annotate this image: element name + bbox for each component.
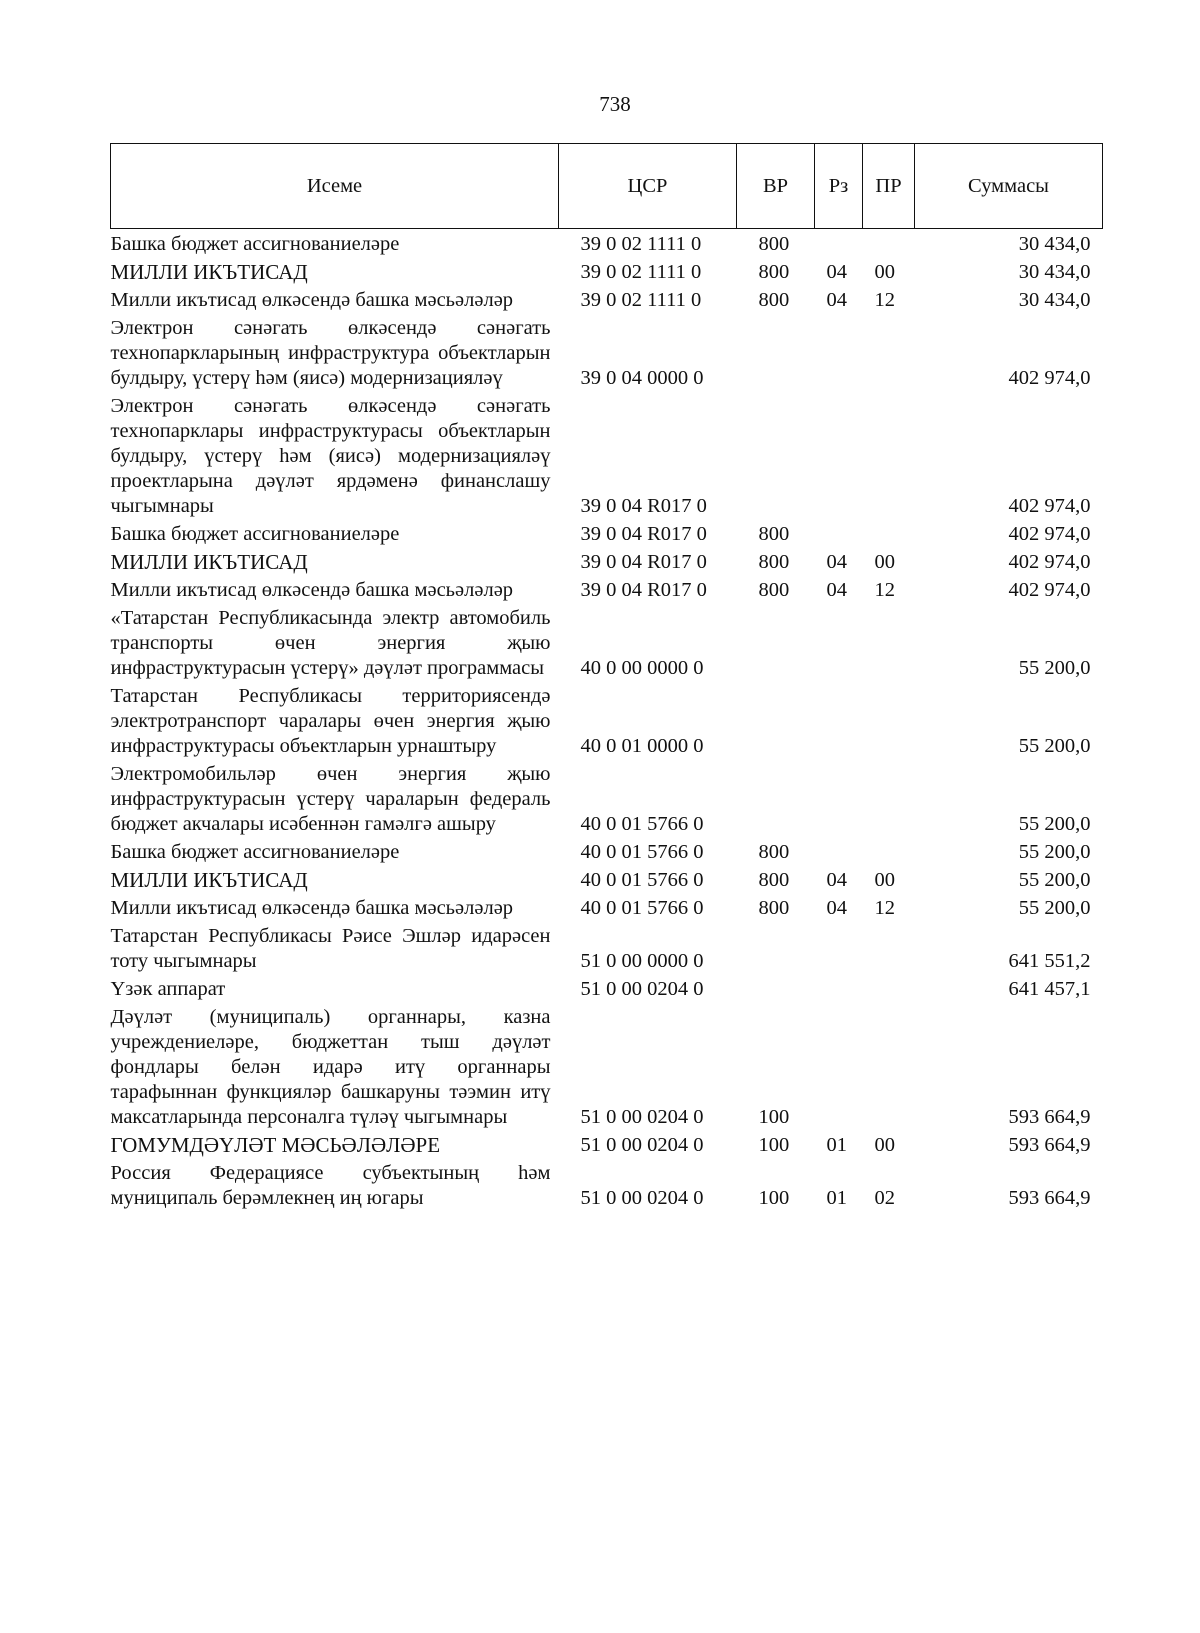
row-rz xyxy=(815,603,863,681)
row-csr: 51 0 00 0204 0 xyxy=(580,1187,704,1209)
row-rz: 04 xyxy=(826,261,847,283)
row-name: ГОМУМДӘҮЛӘТ МӘСЬӘЛӘЛӘРЕ xyxy=(110,1133,441,1157)
row-vr: 800 xyxy=(758,523,790,545)
row-vr xyxy=(737,313,815,391)
row-name: Башка бюджет ассигнованиеләре xyxy=(110,233,400,255)
row-sum: 30 434,0 xyxy=(1018,233,1091,255)
table-row xyxy=(111,1002,1103,1130)
row-csr: 39 0 04 R017 0 xyxy=(580,523,707,545)
table-row xyxy=(111,893,1103,921)
row-csr: 39 0 04 R017 0 xyxy=(580,551,707,573)
row-rz: 04 xyxy=(826,897,847,919)
row-pr: 02 xyxy=(874,1187,895,1209)
row-pr xyxy=(863,313,915,391)
row-vr: 100 xyxy=(758,1106,790,1128)
row-csr: 39 0 04 R017 0 xyxy=(580,495,707,517)
header-vr: ВР xyxy=(737,144,815,229)
row-csr: 40 0 01 5766 0 xyxy=(580,813,704,835)
row-name: Россия Федерациясе субъектының һәм муниципаль берәмлекнең иң югары xyxy=(110,1162,551,1209)
row-rz: 04 xyxy=(826,869,847,891)
row-csr: 51 0 00 0204 0 xyxy=(580,978,704,1000)
table-row xyxy=(111,285,1103,313)
row-sum: 641 457,1 xyxy=(1008,978,1091,1000)
row-name: Башка бюджет ассигнованиеләре xyxy=(110,841,400,863)
row-vr: 800 xyxy=(758,579,790,601)
row-vr: 800 xyxy=(758,289,790,311)
row-name: МИЛЛИ ИКЪТИСАД xyxy=(110,550,308,574)
table-body xyxy=(111,229,1103,1212)
row-pr xyxy=(863,837,915,865)
row-csr: 40 0 01 5766 0 xyxy=(580,897,704,919)
row-rz: 01 xyxy=(826,1187,847,1209)
row-csr: 39 0 02 1111 0 xyxy=(580,261,702,283)
row-csr: 40 0 01 0000 0 xyxy=(580,735,704,757)
table-row xyxy=(111,759,1103,837)
row-csr: 39 0 02 1111 0 xyxy=(580,233,702,255)
row-rz xyxy=(815,391,863,519)
row-vr xyxy=(737,681,815,759)
row-csr: 40 0 01 5766 0 xyxy=(580,869,704,891)
row-vr xyxy=(737,759,815,837)
row-name: Электромобильләр өчен энергия җыю инфраструктурасын үстерү чараларын федераль бюджет акчалары исәбеннән гамәлгә ашыру xyxy=(110,763,551,835)
table-row xyxy=(111,1130,1103,1158)
row-name: Электрон сәнәгать өлкәсендә сәнәгать технопарклары инфраструктурасы объектларын булдыру, үстерү һәм (яисә) модернизацияләү проектларына дәүләт ярдәменә финанслашу чыгымнары xyxy=(110,395,551,517)
row-name: Милли икътисад өлкәсендә башка мәсьәләләр xyxy=(110,289,514,311)
row-sum: 402 974,0 xyxy=(1008,495,1091,517)
row-rz xyxy=(815,837,863,865)
row-rz xyxy=(815,921,863,974)
row-pr: 12 xyxy=(874,897,895,919)
row-sum: 55 200,0 xyxy=(1018,897,1091,919)
header-csr: ЦСР xyxy=(559,144,737,229)
row-vr: 100 xyxy=(758,1187,790,1209)
row-csr: 39 0 04 0000 0 xyxy=(580,367,704,389)
row-pr xyxy=(863,391,915,519)
row-vr: 100 xyxy=(758,1134,790,1156)
row-csr: 40 0 01 5766 0 xyxy=(580,841,704,863)
row-csr: 51 0 00 0204 0 xyxy=(580,1134,704,1156)
row-rz xyxy=(815,519,863,547)
row-pr: 00 xyxy=(874,1134,895,1156)
table-row xyxy=(111,313,1103,391)
row-rz xyxy=(815,229,863,258)
row-pr xyxy=(863,603,915,681)
table-row xyxy=(111,921,1103,974)
row-sum: 55 200,0 xyxy=(1018,841,1091,863)
row-name: Үзәк аппарат xyxy=(110,978,226,1000)
row-vr xyxy=(737,974,815,1002)
row-name: «Татарстан Республикасында электр автомобиль транспорты өчен энергия җыю инфраструктурасын үстерү» дәүләт программасы xyxy=(110,607,551,679)
table-row xyxy=(111,575,1103,603)
row-sum: 30 434,0 xyxy=(1018,261,1091,283)
row-pr xyxy=(863,519,915,547)
row-pr: 00 xyxy=(874,261,895,283)
row-name: Татарстан Республикасы территориясендә электротранспорт чаралары өчен энергия җыю инфраструктурасы объектларын урнаштыру xyxy=(110,685,551,757)
header-name: Исеме xyxy=(111,144,559,229)
row-csr: 40 0 00 0000 0 xyxy=(580,657,704,679)
row-pr xyxy=(863,974,915,1002)
table-row xyxy=(111,391,1103,519)
row-rz: 01 xyxy=(826,1134,847,1156)
row-sum: 402 974,0 xyxy=(1008,367,1091,389)
row-name: Милли икътисад өлкәсендә башка мәсьәләләр xyxy=(110,579,514,601)
header-pr: ПР xyxy=(863,144,915,229)
row-pr xyxy=(863,1002,915,1130)
row-rz: 04 xyxy=(826,289,847,311)
row-pr: 12 xyxy=(874,289,895,311)
row-rz xyxy=(815,1002,863,1130)
row-rz: 04 xyxy=(826,579,847,601)
table-row xyxy=(111,837,1103,865)
table-row xyxy=(111,1158,1103,1211)
row-pr xyxy=(863,759,915,837)
row-sum: 55 200,0 xyxy=(1018,869,1091,891)
row-sum: 593 664,9 xyxy=(1008,1187,1091,1209)
row-sum: 30 434,0 xyxy=(1018,289,1091,311)
row-pr: 00 xyxy=(874,869,895,891)
table-row xyxy=(111,865,1103,893)
row-sum: 402 974,0 xyxy=(1008,523,1091,545)
row-vr: 800 xyxy=(758,897,790,919)
table-row xyxy=(111,257,1103,285)
row-pr xyxy=(863,229,915,258)
row-rz xyxy=(815,759,863,837)
row-sum: 402 974,0 xyxy=(1008,579,1091,601)
row-vr: 800 xyxy=(758,869,790,891)
header-sum: Суммасы xyxy=(915,144,1103,229)
row-rz xyxy=(815,974,863,1002)
row-sum: 641 551,2 xyxy=(1008,950,1091,972)
row-name: Милли икътисад өлкәсендә башка мәсьәләләр xyxy=(110,897,514,919)
row-vr: 800 xyxy=(758,841,790,863)
table-row xyxy=(111,681,1103,759)
header-rz: Рз xyxy=(815,144,863,229)
row-sum: 55 200,0 xyxy=(1018,735,1091,757)
row-csr: 39 0 02 1111 0 xyxy=(580,289,702,311)
row-sum: 55 200,0 xyxy=(1018,813,1091,835)
row-pr xyxy=(863,681,915,759)
table-row xyxy=(111,603,1103,681)
row-name: Башка бюджет ассигнованиеләре xyxy=(110,523,400,545)
row-vr: 800 xyxy=(758,261,790,283)
row-rz xyxy=(815,313,863,391)
row-pr: 00 xyxy=(874,551,895,573)
row-name: Электрон сәнәгать өлкәсендә сәнәгать технопаркларының инфраструктура объектларын булдыру, үстерү һәм (яисә) модернизацияләү xyxy=(110,317,551,389)
table-row xyxy=(111,519,1103,547)
row-csr: 51 0 00 0204 0 xyxy=(580,1106,704,1128)
budget-table xyxy=(110,143,1103,1211)
row-sum: 593 664,9 xyxy=(1008,1106,1091,1128)
row-vr: 800 xyxy=(758,233,790,255)
table-row xyxy=(111,229,1103,258)
table-row xyxy=(111,974,1103,1002)
row-name: МИЛЛИ ИКЪТИСАД xyxy=(110,868,308,892)
row-sum: 55 200,0 xyxy=(1018,657,1091,679)
row-csr: 51 0 00 0000 0 xyxy=(580,950,704,972)
row-sum: 593 664,9 xyxy=(1008,1134,1091,1156)
row-vr: 800 xyxy=(758,551,790,573)
page-number: 738 xyxy=(599,92,631,116)
row-pr xyxy=(863,921,915,974)
row-name: Дәүләт (муниципаль) органнары, казна учреждениеләре, бюджеттан тыш дәүләт фондлары белән идарә итү органнары тарафыннан функцияләр башкаруны тәэмин итү максатларында персоналга түләү чыгымнары xyxy=(110,1006,551,1128)
row-rz: 04 xyxy=(826,551,847,573)
row-csr: 39 0 04 R017 0 xyxy=(580,579,707,601)
row-sum: 402 974,0 xyxy=(1008,551,1091,573)
row-name: МИЛЛИ ИКЪТИСАД xyxy=(110,260,308,284)
row-vr xyxy=(737,921,815,974)
row-rz xyxy=(815,681,863,759)
row-vr xyxy=(737,391,815,519)
row-pr: 12 xyxy=(874,579,895,601)
table-row xyxy=(111,547,1103,575)
table-header-row xyxy=(111,144,1103,229)
row-vr xyxy=(737,603,815,681)
row-name: Татарстан Республикасы Рәисе Эшләр идарәсен тоту чыгымнары xyxy=(110,925,551,972)
